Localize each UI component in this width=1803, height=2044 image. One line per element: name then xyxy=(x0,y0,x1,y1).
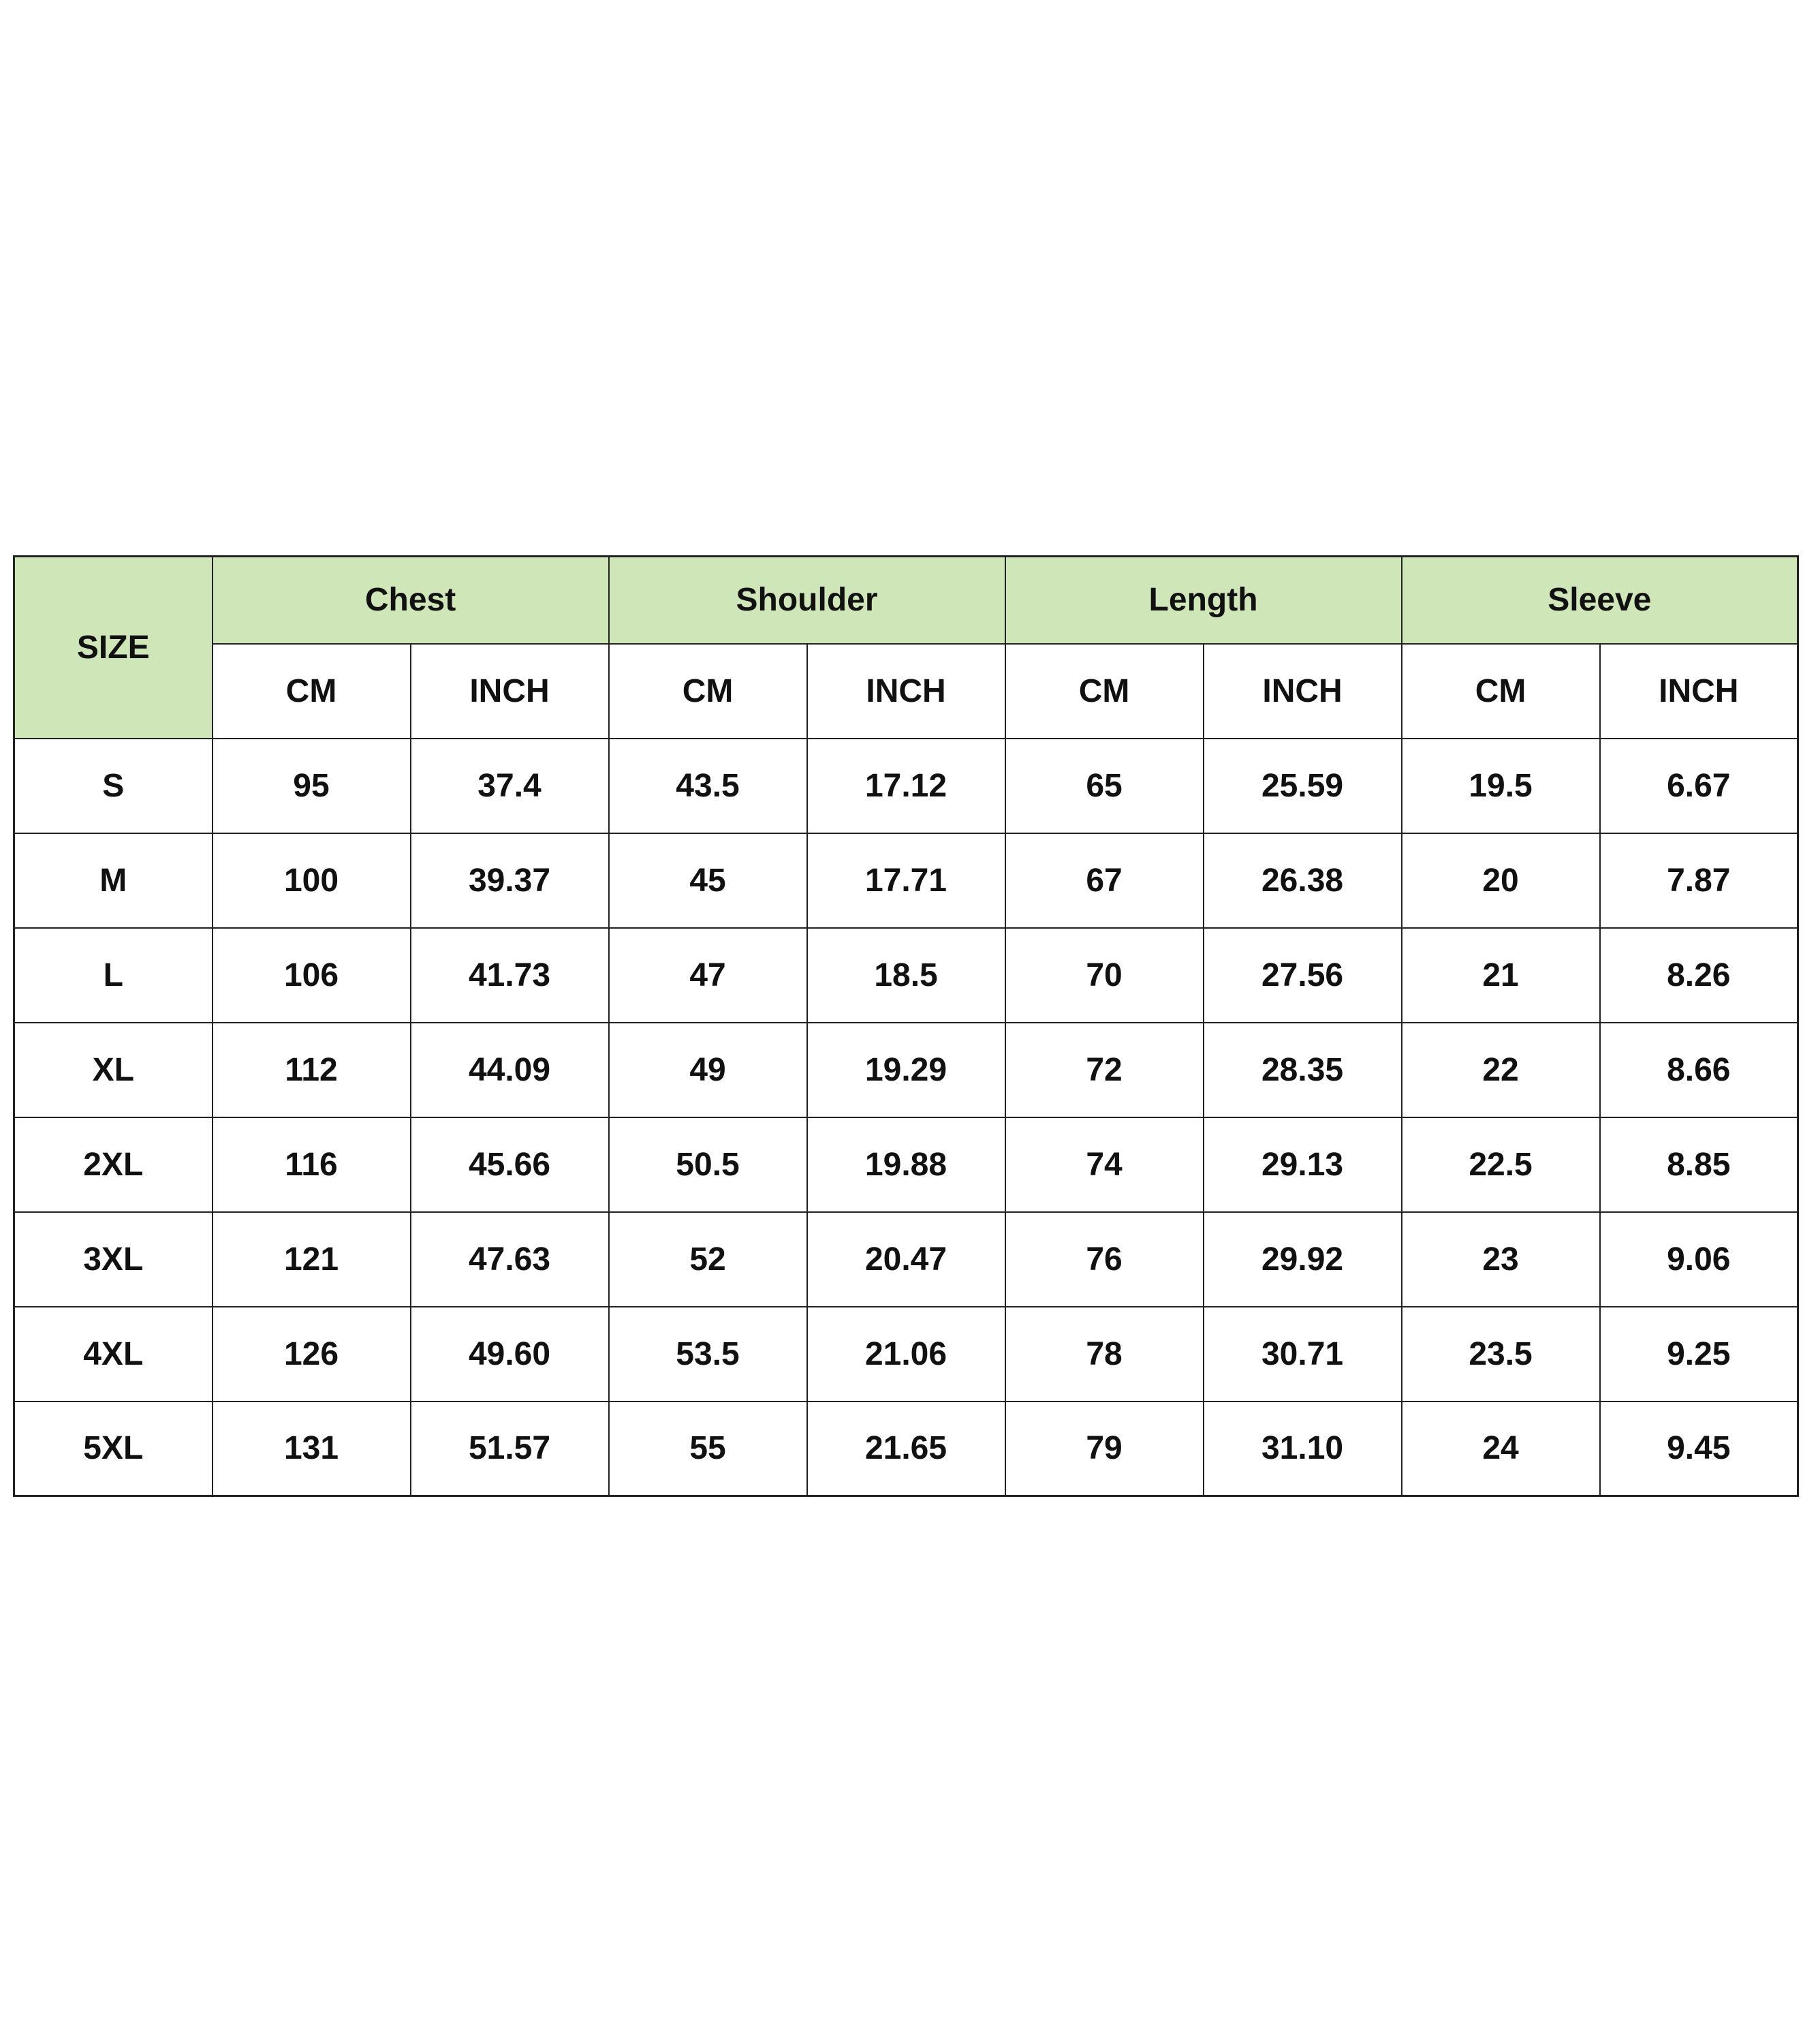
value-cell: 20 xyxy=(1402,833,1600,928)
value-cell: 47.63 xyxy=(411,1212,609,1307)
value-cell: 45.66 xyxy=(411,1117,609,1212)
value-cell: 8.85 xyxy=(1600,1117,1798,1212)
value-cell: 24 xyxy=(1402,1402,1600,1496)
value-cell: 44.09 xyxy=(411,1023,609,1117)
value-cell: 29.13 xyxy=(1204,1117,1402,1212)
value-cell: 131 xyxy=(213,1402,411,1496)
table-row xyxy=(14,1402,1798,1496)
value-cell: 67 xyxy=(1005,833,1204,928)
group-header-row xyxy=(14,557,1798,644)
size-cell: XL xyxy=(14,1023,213,1117)
value-cell: 21.06 xyxy=(807,1307,1005,1402)
value-cell: 52 xyxy=(609,1212,807,1307)
value-cell: 55 xyxy=(609,1402,807,1496)
value-cell: 19.88 xyxy=(807,1117,1005,1212)
shoulder-header: Shoulder xyxy=(609,557,1005,644)
value-cell: 116 xyxy=(213,1117,411,1212)
unit-header: INCH xyxy=(1600,644,1798,739)
value-cell: 53.5 xyxy=(609,1307,807,1402)
value-cell: 7.87 xyxy=(1600,833,1798,928)
table-row xyxy=(14,833,1798,928)
value-cell: 79 xyxy=(1005,1402,1204,1496)
value-cell: 22 xyxy=(1402,1023,1600,1117)
unit-header-row xyxy=(14,644,1798,739)
value-cell: 8.26 xyxy=(1600,928,1798,1023)
size-cell: 4XL xyxy=(14,1307,213,1402)
value-cell: 19.29 xyxy=(807,1023,1005,1117)
value-cell: 20.47 xyxy=(807,1212,1005,1307)
table-row xyxy=(14,1307,1798,1402)
table-header xyxy=(14,557,1798,739)
value-cell: 39.37 xyxy=(411,833,609,928)
value-cell: 70 xyxy=(1005,928,1204,1023)
value-cell: 50.5 xyxy=(609,1117,807,1212)
unit-header: INCH xyxy=(807,644,1005,739)
value-cell: 18.5 xyxy=(807,928,1005,1023)
sleeve-header: Sleeve xyxy=(1402,557,1798,644)
value-cell: 41.73 xyxy=(411,928,609,1023)
table-row xyxy=(14,928,1798,1023)
value-cell: 17.71 xyxy=(807,833,1005,928)
value-cell: 21 xyxy=(1402,928,1600,1023)
value-cell: 106 xyxy=(213,928,411,1023)
size-cell: M xyxy=(14,833,213,928)
value-cell: 65 xyxy=(1005,739,1204,833)
size-cell: L xyxy=(14,928,213,1023)
value-cell: 76 xyxy=(1005,1212,1204,1307)
value-cell: 47 xyxy=(609,928,807,1023)
chest-header: Chest xyxy=(213,557,609,644)
size-chart-table xyxy=(13,555,1799,1497)
value-cell: 27.56 xyxy=(1204,928,1402,1023)
value-cell: 29.92 xyxy=(1204,1212,1402,1307)
value-cell: 6.67 xyxy=(1600,739,1798,833)
size-cell: 2XL xyxy=(14,1117,213,1212)
value-cell: 28.35 xyxy=(1204,1023,1402,1117)
unit-header: CM xyxy=(213,644,411,739)
value-cell: 26.38 xyxy=(1204,833,1402,928)
size-cell: S xyxy=(14,739,213,833)
value-cell: 9.45 xyxy=(1600,1402,1798,1496)
value-cell: 31.10 xyxy=(1204,1402,1402,1496)
size-header: SIZE xyxy=(14,557,213,739)
value-cell: 37.4 xyxy=(411,739,609,833)
value-cell: 43.5 xyxy=(609,739,807,833)
value-cell: 9.25 xyxy=(1600,1307,1798,1402)
value-cell: 49 xyxy=(609,1023,807,1117)
table-row xyxy=(14,1212,1798,1307)
length-header: Length xyxy=(1005,557,1402,644)
value-cell: 45 xyxy=(609,833,807,928)
table-row xyxy=(14,1023,1798,1117)
value-cell: 9.06 xyxy=(1600,1212,1798,1307)
unit-header: CM xyxy=(1402,644,1600,739)
value-cell: 17.12 xyxy=(807,739,1005,833)
value-cell: 19.5 xyxy=(1402,739,1600,833)
value-cell: 30.71 xyxy=(1204,1307,1402,1402)
table-row xyxy=(14,739,1798,833)
value-cell: 95 xyxy=(213,739,411,833)
value-cell: 78 xyxy=(1005,1307,1204,1402)
table-body xyxy=(14,739,1798,1496)
value-cell: 22.5 xyxy=(1402,1117,1600,1212)
table-row xyxy=(14,1117,1798,1212)
size-cell: 3XL xyxy=(14,1212,213,1307)
value-cell: 8.66 xyxy=(1600,1023,1798,1117)
value-cell: 23 xyxy=(1402,1212,1600,1307)
value-cell: 21.65 xyxy=(807,1402,1005,1496)
unit-header: CM xyxy=(1005,644,1204,739)
unit-header: CM xyxy=(609,644,807,739)
value-cell: 23.5 xyxy=(1402,1307,1600,1402)
value-cell: 25.59 xyxy=(1204,739,1402,833)
value-cell: 49.60 xyxy=(411,1307,609,1402)
size-cell: 5XL xyxy=(14,1402,213,1496)
value-cell: 72 xyxy=(1005,1023,1204,1117)
unit-header: INCH xyxy=(1204,644,1402,739)
value-cell: 121 xyxy=(213,1212,411,1307)
value-cell: 100 xyxy=(213,833,411,928)
value-cell: 74 xyxy=(1005,1117,1204,1212)
value-cell: 126 xyxy=(213,1307,411,1402)
unit-header: INCH xyxy=(411,644,609,739)
value-cell: 112 xyxy=(213,1023,411,1117)
value-cell: 51.57 xyxy=(411,1402,609,1496)
